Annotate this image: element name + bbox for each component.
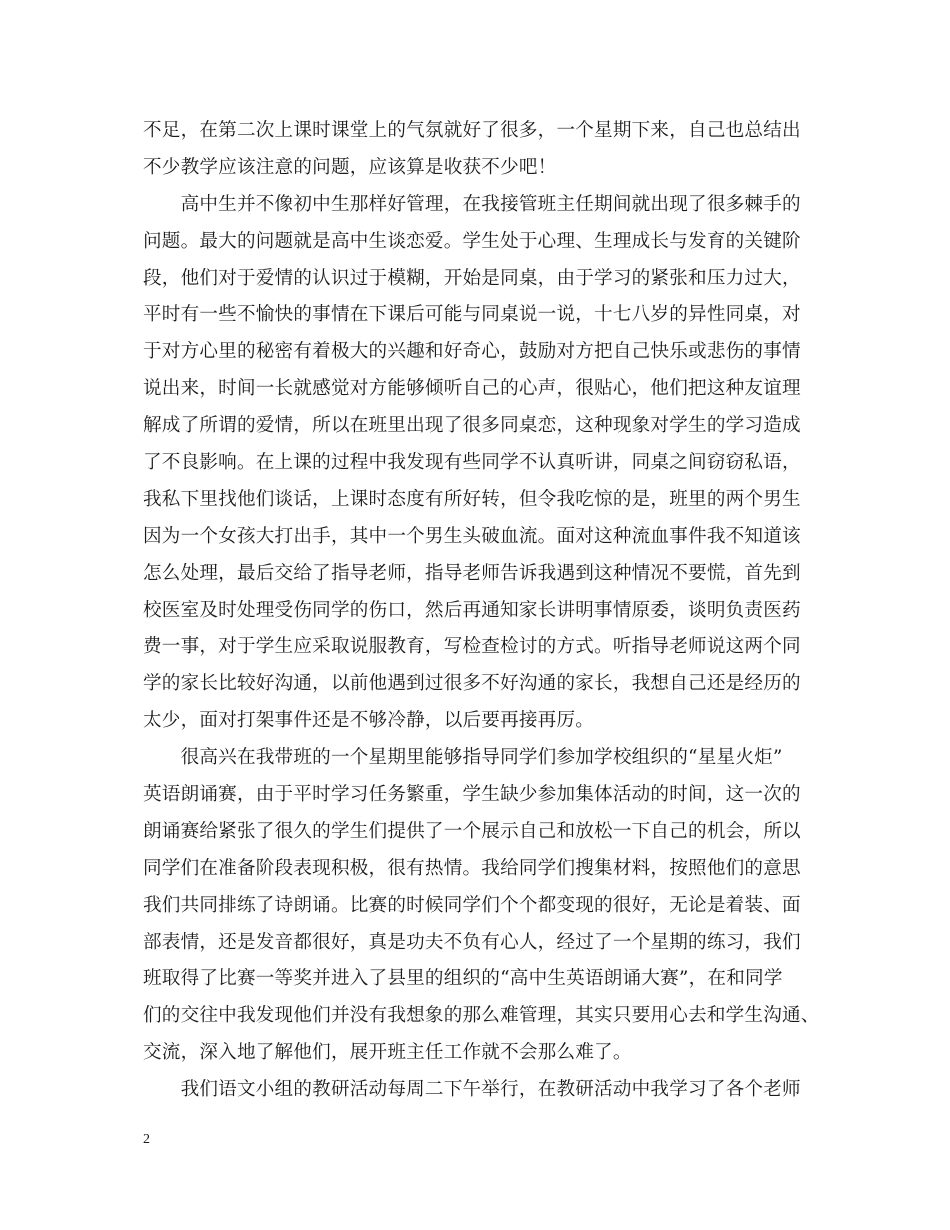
text-line: 很高兴在我带班的一个星期里能够指导同学们参加学校组织的“星星火炬” bbox=[143, 747, 783, 769]
text-line: 我们语文小组的教研活动每周二下午举行，在教研活动中我学习了各个老师 bbox=[143, 1079, 801, 1101]
text-line: 费一事，对于学生应采取说服教育，写检查检讨的方式。听指导老师说这两个同 bbox=[143, 636, 801, 658]
text-line: 学的家长比较好沟通，以前他遇到过很多不好沟通的家长，我想自己还是经历的 bbox=[143, 673, 801, 695]
text-line: 太少，面对打架事件还是不够冷静，以后要再接再厉。 bbox=[143, 710, 595, 732]
text-line: 段，他们对于爱情的认识过于模糊，开始是同桌，由于学习的紧张和压力过大， bbox=[143, 267, 801, 289]
text-line: 因为一个女孩大打出手，其中一个男生头破血流。面对这种流血事件我不知道该 bbox=[143, 525, 801, 547]
text-line: 我私下里找他们谈话，上课时态度有所好转，但令我吃惊的是，班里的两个男生 bbox=[143, 488, 801, 510]
text-line: 英语朗诵赛，由于平时学习任务繁重，学生缺少参加集体活动的时间，这一次的 bbox=[143, 784, 801, 806]
page-number: 2 bbox=[143, 1132, 150, 1147]
text-line: 部表情，还是发音都很好，真是功夫不负有心人，经过了一个星期的练习，我们 bbox=[143, 931, 801, 953]
text-line: 不足，在第二次上课时课堂上的气氛就好了很多，一个星期下来，自己也总结出 bbox=[143, 120, 801, 141]
text-line: 交流，深入地了解他们，展开班主任工作就不会那么难了。 bbox=[143, 1042, 632, 1064]
text-line: 高中生并不像初中生那样好管理，在我接管班主任期间就出现了很多棘手的 bbox=[143, 193, 801, 215]
text-line: 我们共同排练了诗朗诵。比赛的时候同学们个个都变现的很好，无论是着装、面 bbox=[143, 894, 801, 916]
body-text bbox=[143, 113, 820, 1109]
text-line: 说出来，时间一长就感觉对方能够倾听自己的心声，很贴心，他们把这种友谊理 bbox=[143, 378, 801, 400]
text-line: 们的交往中我发现他们并没有我想象的那么难管理，其实只要用心去和学生沟通、 bbox=[143, 1005, 820, 1027]
text-line: 问题。最大的问题就是高中生谈恋爱。学生处于心理、生理成长与发育的关键阶 bbox=[143, 230, 801, 252]
text-line: 班取得了比赛一等奖并进入了县里的组织的“高中生英语朗诵大赛”，在和同学 bbox=[143, 968, 783, 990]
text-line: 于对方心里的秘密有着极大的兴趣和好奇心，鼓励对方把自己快乐或悲伤的事情 bbox=[143, 341, 801, 363]
text-line: 同学们在准备阶段表现积极，很有热情。我给同学们搜集材料，按照他们的意思 bbox=[143, 857, 801, 879]
text-line: 不少教学应该注意的问题，应该算是收获不少吧！ bbox=[143, 156, 557, 178]
text-line: 平时有一些不愉快的事情在下课后可能与同桌说一说，十七八岁的异性同桌，对 bbox=[143, 304, 801, 326]
text-line: 朗诵赛给紧张了很久的学生们提供了一个展示自己和放松一下自己的机会，所以 bbox=[143, 820, 801, 842]
text-line: 解成了所谓的爱情，所以在班里出现了很多同桌恋，这种现象对学生的学习造成 bbox=[143, 415, 801, 437]
text-line: 了不良影响。在上课的过程中我发现有些同学不认真听讲，同桌之间窃窃私语， bbox=[143, 452, 801, 474]
text-line: 校医室及时处理受伤同学的伤口，然后再通知家长讲明事情原委，谈明负责医药 bbox=[143, 599, 801, 621]
text-line: 怎么处理，最后交给了指导老师，指导老师告诉我遇到这种情况不要慌，首先到 bbox=[143, 562, 801, 584]
